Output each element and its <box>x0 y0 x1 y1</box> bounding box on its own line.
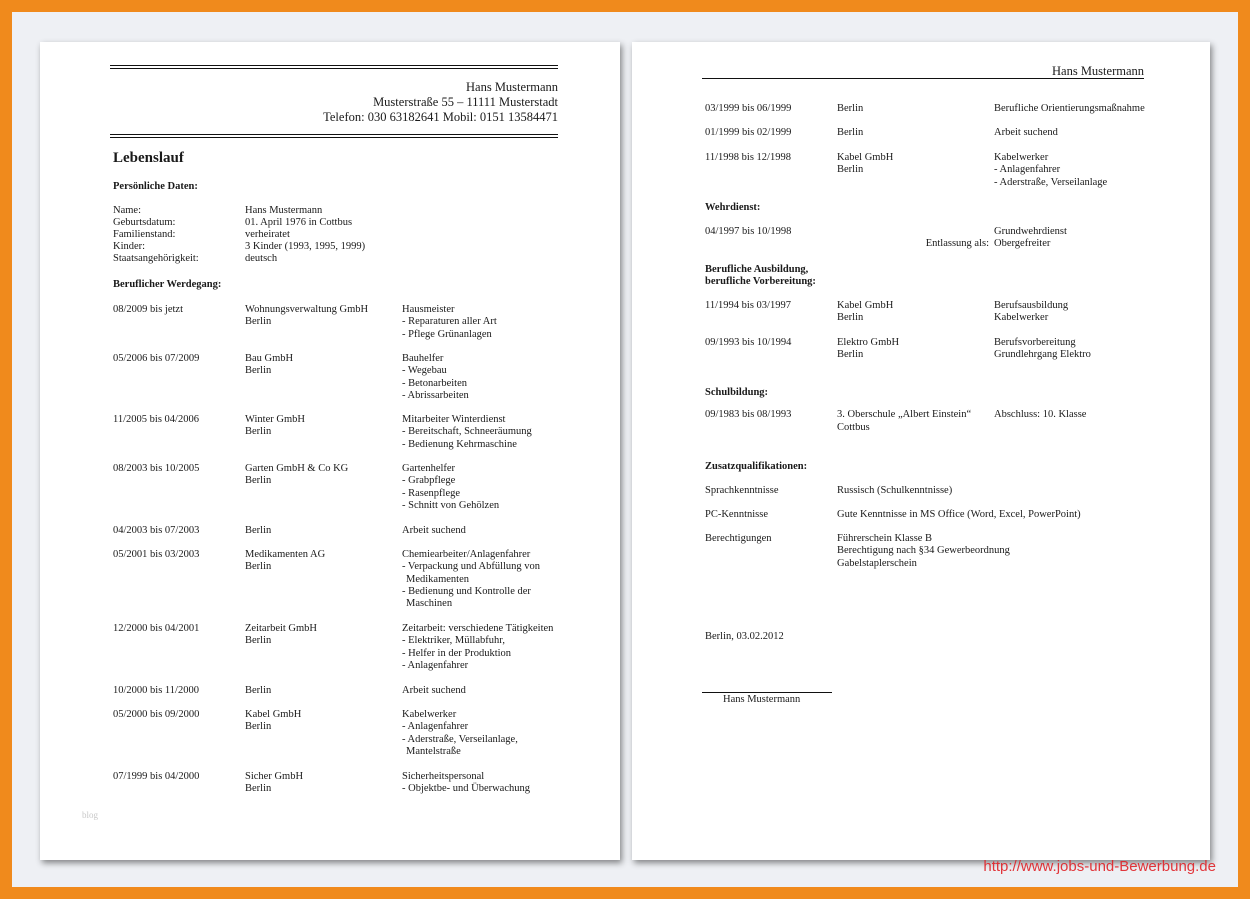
career-date: 07/1999 bis 04/2000 <box>113 771 200 782</box>
career-company: Kabel GmbH <box>837 152 894 163</box>
page-title: Lebenslauf <box>113 150 184 166</box>
zusatz-value: Russisch (Schulkenntnisse) <box>837 485 953 496</box>
ausbildung-place: Berlin <box>837 349 864 361</box>
wehrdienst-type: Grundwehrdienst <box>994 226 1067 237</box>
career-company: Winter GmbH <box>245 414 305 425</box>
career-detail: - Grabpflege <box>402 475 456 487</box>
career-date: 04/2003 bis 07/2003 <box>113 525 200 536</box>
career-date: 05/2006 bis 07/2009 <box>113 353 200 364</box>
career-company: Berlin <box>245 685 272 696</box>
career-detail: - Bereitschaft, Schneeräumung <box>402 426 532 438</box>
ausbildung-detail: Berufsausbildung <box>994 300 1069 311</box>
career-detail: - Pflege Grünanlagen <box>402 328 492 340</box>
zusatz-value: Gute Kenntnisse in MS Office (Word, Excel, PowerPoint) <box>837 509 1081 520</box>
ausbildung-place: Kabel GmbH <box>837 300 894 311</box>
career-detail: - Schnitt von Gehölzen <box>402 499 500 511</box>
personal-label: Staatsangehörigkeit: <box>113 253 199 264</box>
career-detail: - Aderstraße, Verseilanlage <box>994 176 1108 188</box>
career-detail: - Abrissarbeiten <box>402 389 469 401</box>
header-name: Hans Mustermann <box>466 80 558 94</box>
ausbildung-detail: Grundlehrgang Elektro <box>994 349 1091 361</box>
career-date: 11/2005 bis 04/2006 <box>113 414 199 425</box>
career-detail: Chemiearbeiter/Anlagenfahrer <box>402 549 531 560</box>
header-phone: Telefon: 030 63182641 Mobil: 0151 13584471 <box>323 110 558 124</box>
career-date: 01/1999 bis 02/1999 <box>705 127 792 138</box>
ausbildung-detail: Berufsvorbereitung <box>994 337 1076 348</box>
career-company: Berlin <box>245 721 272 733</box>
career-detail: Arbeit suchend <box>994 127 1058 138</box>
career-detail: Medikamenten <box>406 573 469 585</box>
career-detail: Sicherheitspersonal <box>402 771 485 782</box>
personal-label: Geburtsdatum: <box>113 217 176 228</box>
career-company: Berlin <box>837 164 864 176</box>
career-company: Berlin <box>837 127 864 138</box>
career-detail: Arbeit suchend <box>402 685 466 696</box>
personal-label: Familienstand: <box>113 229 176 240</box>
career-detail: Gartenhelfer <box>402 463 456 474</box>
page2-header-name: Hans Mustermann <box>1052 64 1144 78</box>
personal-value: deutsch <box>245 253 278 264</box>
signature-line <box>702 692 832 693</box>
career-detail: - Anlagenfahrer <box>994 164 1061 176</box>
career-detail: Berufliche Orientierungsmaßnahme <box>994 103 1145 114</box>
wehrdienst-discharge-label: Entlassung als: <box>925 238 989 249</box>
career-detail: - Anlagenfahrer <box>402 721 469 733</box>
career-company: Berlin <box>245 475 272 487</box>
section-heading-schule: Schulbildung: <box>705 387 769 398</box>
career-company: Bau GmbH <box>245 353 294 364</box>
ausbildung-detail: Kabelwerker <box>994 312 1049 324</box>
personal-value: Hans Mustermann <box>245 205 323 216</box>
career-company: Medikamenten AG <box>245 549 326 560</box>
career-company: Sicher GmbH <box>245 771 304 782</box>
career-company: Berlin <box>245 561 272 573</box>
career-detail: Zeitarbeit: verschiedene Tätigkeiten <box>402 623 554 634</box>
ausbildung-date: 09/1993 bis 10/1994 <box>705 337 792 348</box>
career-detail: - Anlagenfahrer <box>402 659 469 671</box>
career-date: 10/2000 bis 11/2000 <box>113 685 199 696</box>
personal-value: 01. April 1976 in Cottbus <box>245 217 353 228</box>
career-detail: Mitarbeiter Winterdienst <box>402 414 506 425</box>
career-date: 05/2000 bis 09/2000 <box>113 709 200 720</box>
schule-date: 09/1983 bis 08/1993 <box>705 409 792 420</box>
signature-name: Hans Mustermann <box>723 694 801 705</box>
section-heading-ausbildung-2: berufliche Vorbereitung: <box>705 276 816 287</box>
section-heading-zusatz: Zusatzqualifikationen: <box>705 461 808 472</box>
header-rule-bottom-double <box>110 137 558 138</box>
career-company: Zeitarbeit GmbH <box>245 623 318 634</box>
career-company: Berlin <box>245 365 272 377</box>
career-detail: Kabelwerker <box>994 152 1049 163</box>
ausbildung-place: Berlin <box>837 312 864 324</box>
career-company: Berlin <box>837 103 864 114</box>
zusatz-value: Berechtigung nach §34 Gewerbeordnung <box>837 545 1010 557</box>
schule-result: Abschluss: 10. Klasse <box>994 409 1087 420</box>
ausbildung-date: 11/1994 bis 03/1997 <box>705 300 791 311</box>
career-detail: Kabelwerker <box>402 709 457 720</box>
career-company: Kabel GmbH <box>245 709 302 720</box>
career-detail: Arbeit suchend <box>402 525 466 536</box>
section-heading-wehrdienst: Wehrdienst: <box>705 202 761 213</box>
career-detail: - Rasenpflege <box>402 487 461 499</box>
career-detail: - Aderstraße, Verseilanlage, <box>402 733 518 745</box>
career-detail: - Helfer in der Produktion <box>402 647 512 659</box>
career-company: Wohnungsverwaltung GmbH <box>245 304 369 315</box>
header-address: Musterstraße 55 – 11111 Musterstadt <box>373 95 558 109</box>
career-date: 12/2000 bis 04/2001 <box>113 623 200 634</box>
blog-mark: blog <box>82 810 99 820</box>
header-rule-top-double <box>110 68 558 69</box>
career-date: 08/2009 bis jetzt <box>113 304 183 315</box>
career-detail: - Reparaturen aller Art <box>402 316 497 328</box>
career-date: 03/1999 bis 06/1999 <box>705 103 792 114</box>
career-date: 11/1998 bis 12/1998 <box>705 152 791 163</box>
section-heading-personal: Persönliche Daten: <box>113 181 198 192</box>
career-detail: - Verpackung und Abfüllung von <box>402 561 541 573</box>
section-heading-career: Beruflicher Werdegang: <box>113 279 222 290</box>
career-detail: Hausmeister <box>402 304 455 315</box>
header-rule-bottom <box>110 134 558 135</box>
career-company: Berlin <box>245 783 272 795</box>
career-date: 05/2001 bis 03/2003 <box>113 549 200 560</box>
career-detail: Bauhelfer <box>402 353 444 364</box>
personal-value: verheiratet <box>245 229 290 240</box>
schule-place: 3. Oberschule „Albert Einstein“ <box>837 409 972 420</box>
header-rule-top <box>110 65 558 66</box>
career-detail: - Bedienung und Kontrolle der <box>402 585 531 597</box>
website-watermark: http://www.jobs-und-Bewerbung.de <box>983 858 1216 875</box>
career-company: Garten GmbH & Co KG <box>245 463 349 474</box>
career-detail: - Bedienung Kehrmaschine <box>402 438 517 450</box>
personal-value: 3 Kinder (1993, 1995, 1999) <box>245 241 366 252</box>
ausbildung-place: Elektro GmbH <box>837 337 900 348</box>
place-date: Berlin, 03.02.2012 <box>705 631 784 642</box>
career-date: 08/2003 bis 10/2005 <box>113 463 200 474</box>
zusatz-label: PC-Kenntnisse <box>705 509 768 520</box>
zusatz-label: Sprachkenntnisse <box>705 485 779 496</box>
career-detail: Mantelstraße <box>406 745 461 757</box>
career-detail: - Objektbe- und Überwachung <box>402 783 530 795</box>
cv-page-2 <box>632 42 1210 860</box>
career-detail: Maschinen <box>406 598 453 610</box>
career-detail: - Wegebau <box>402 365 447 377</box>
career-company: Berlin <box>245 635 272 647</box>
career-detail: - Elektriker, Müllabfuhr, <box>402 635 505 647</box>
personal-label: Name: <box>113 205 141 216</box>
zusatz-label: Berechtigungen <box>705 533 772 544</box>
section-heading-ausbildung: Berufliche Ausbildung, <box>705 264 809 275</box>
wehrdienst-discharge-value: Obergefreiter <box>994 238 1051 249</box>
career-company: Berlin <box>245 426 272 438</box>
personal-label: Kinder: <box>113 241 146 252</box>
page2-header-rule <box>702 78 1144 79</box>
schule-city: Cottbus <box>837 422 870 433</box>
wehrdienst-date: 04/1997 bis 10/1998 <box>705 226 792 237</box>
career-company: Berlin <box>245 525 272 536</box>
zusatz-value: Gabelstaplerschein <box>837 557 917 569</box>
career-detail: - Betonarbeiten <box>402 377 468 389</box>
zusatz-value: Führerschein Klasse B <box>837 533 933 544</box>
career-company: Berlin <box>245 316 272 328</box>
cv-page-1 <box>40 42 620 860</box>
